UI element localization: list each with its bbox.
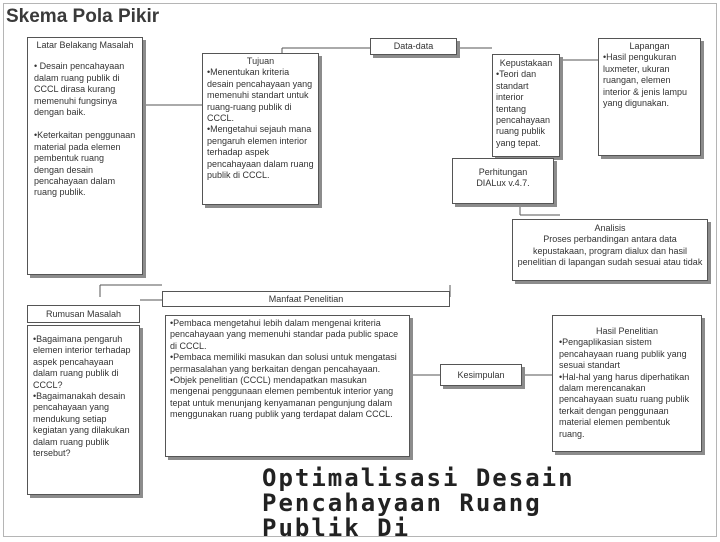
bottom-title-line-3: Publik Di	[262, 514, 411, 542]
bottom-title-line-1: Optimalisasi Desain	[262, 464, 575, 492]
manfaat-point-3: •Objek penelitian (CCCL) mendapatkan masukan mengenai penggunaan elemen pembentuk interior yang tepat untuk menunjang kenyamanan pengunjung dalam menggunakan ruang publik yang terdapat dalam CCCL.	[170, 375, 394, 420]
perhitungan-box	[452, 158, 554, 204]
kepustakaan-heading: Kepustakaan	[499, 58, 553, 68]
hasil-point-2: •Hal-hal yang harus diperhatikan dalam merencanakan pencahayaan suatu ruang publik terkait dengan penggunaan material elemen pembentuk ruang.	[559, 371, 690, 439]
perhitungan-body: Perhitungan DIALux v.4.7.	[476, 167, 530, 189]
analisis-box	[512, 219, 708, 281]
manfaat-point-2: •Pembaca memiliki masukan dan solusi untuk mengatasi permasalahan yang berkaitan dengan pencahayaan.	[170, 352, 397, 374]
lapangan-body: •Hasil pengukuran luxmeter, ukuran ruangan, elemen interior & jenis lampu yang digunakan.	[603, 52, 688, 109]
data-data-box	[370, 38, 457, 55]
data-data-label: Data-data	[393, 41, 434, 51]
hasil-point-1: •Pengaplikasian sistem pencahayaan ruang publik yang sesuai standart	[559, 337, 687, 371]
rumusan-point-2: •Bagaimanakah desain pencahayaan yang mendukung setiap kegiatan yang dilakukan dalam ruang publik tersebut?	[33, 391, 130, 459]
bottom-title	[262, 466, 622, 541]
tujuan-point-2: •Mengetahui sejauh mana pengaruh elemen interior terhadap aspek pencahayaan dalam ruang publik di CCCL.	[207, 124, 314, 181]
latar-belakang-point-2: •Keterkaitan penggunaan material pada elemen pembentuk ruang dengan desain pencahayaan dalam ruang publik.	[34, 130, 136, 198]
manfaat-box	[165, 315, 410, 457]
manfaat-heading-box	[162, 291, 450, 307]
latar-belakang-box	[27, 37, 143, 275]
tujuan-heading: Tujuan	[246, 56, 275, 66]
latar-belakang-point-1: • Desain pencahayaan dalam ruang publik di CCCL dirasa kurang memenuhi fungsinya dengan baik.	[34, 61, 125, 118]
rumusan-heading-box	[27, 305, 140, 323]
page-title: Skema Pola Pikir	[6, 6, 160, 27]
kepustakaan-box	[492, 54, 560, 157]
manfaat-point-1: •Pembaca mengetahui lebih dalam mengenai kriteria pencahayaan yang memenuhi standar pada public space di CCCL.	[170, 318, 399, 351]
manfaat-heading: Manfaat Penelitian	[268, 294, 344, 304]
bottom-title-line-2: Pencahayaan Ruang	[262, 489, 542, 517]
kepustakaan-body: •Teori dan standart interior tentang pencahayaan ruang publik yang tepat.	[496, 69, 551, 148]
hasil-penelitian-box	[552, 315, 702, 452]
rumusan-point-1: •Bagaimana pengaruh elemen interior terhadap aspek pencahayaan dalam ruang publik di CCCL?	[33, 334, 131, 390]
tujuan-point-1: •Menentukan kriteria desain pencahayaan yang memenuhi standart untuk ruang-ruang publik di CCCL.	[207, 67, 313, 124]
analisis-body: Proses perbandingan antara data kepustakaan, program dialux dan hasil penelitian di lapangan sudah sesuai atau tidak	[517, 234, 703, 268]
analisis-heading: Analisis	[594, 223, 626, 233]
lapangan-heading: Lapangan	[629, 41, 670, 51]
rumusan-box	[27, 325, 140, 495]
tujuan-box	[202, 53, 319, 205]
latar-belakang-heading: Latar Belakang Masalah	[36, 40, 134, 50]
kesimpulan-box	[440, 364, 522, 386]
rumusan-heading: Rumusan Masalah	[45, 309, 122, 319]
kesimpulan-label: Kesimpulan	[457, 370, 505, 380]
lapangan-box	[598, 38, 701, 156]
hasil-heading: Hasil Penelitian	[595, 326, 659, 336]
